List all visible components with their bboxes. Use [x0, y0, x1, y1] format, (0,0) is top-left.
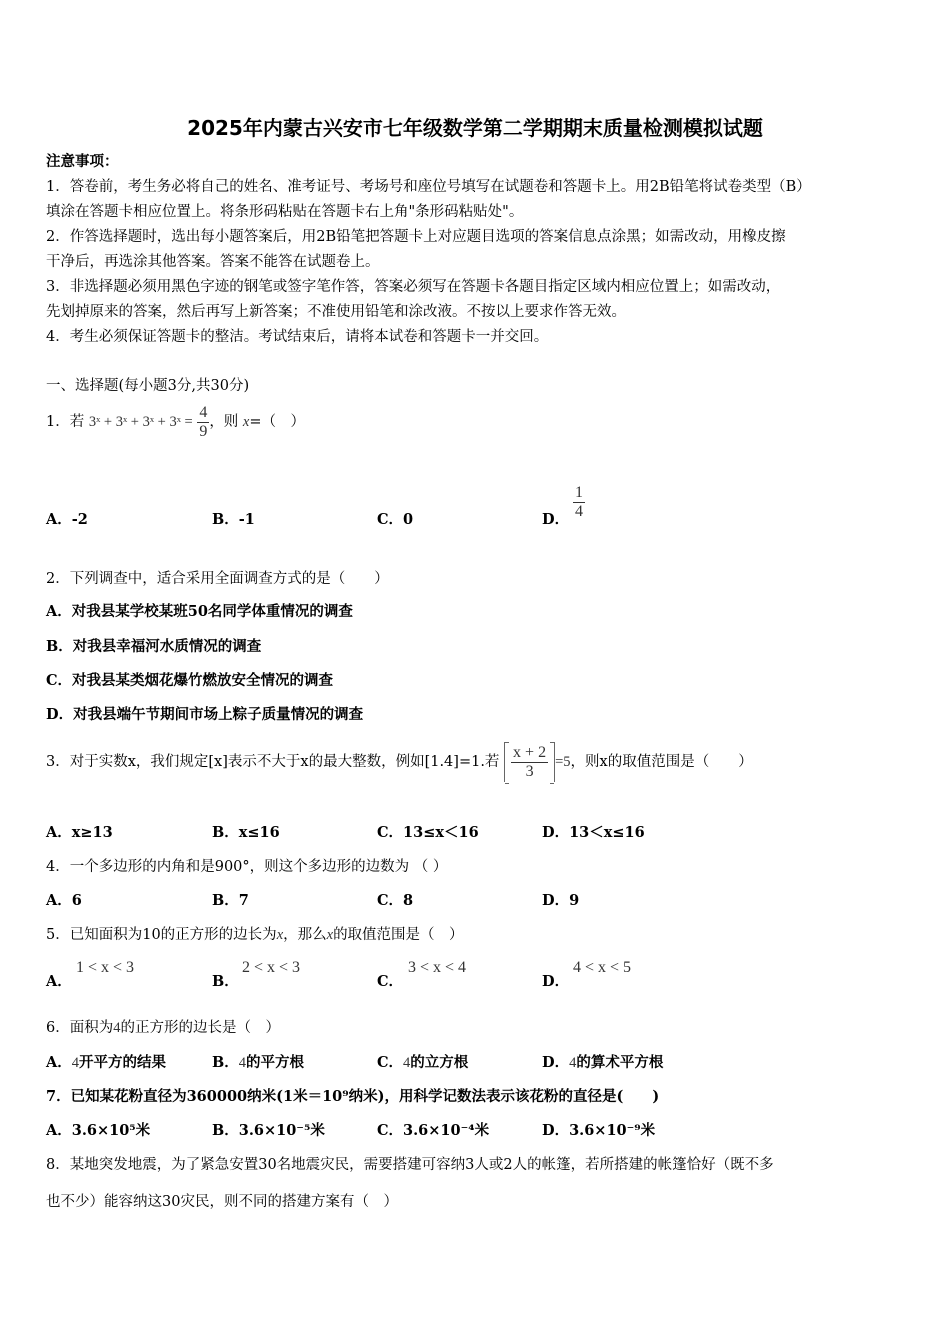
q6-option-b	[212, 1053, 304, 1073]
q3-eq: =5	[555, 754, 571, 770]
q5-var-2: x	[326, 927, 334, 943]
q1-option-c: C．0	[377, 511, 414, 528]
q6-a-text: 开平方的结果	[79, 1054, 167, 1071]
q4-option-d: D．9	[542, 892, 580, 909]
q1-option-d-label: D．	[542, 511, 570, 528]
section-heading: 一、选择题(每小题3分,共30分)	[46, 378, 250, 394]
question-4: 4．一个多边形的内角和是900°，则这个多边形的边数为 （ ）	[46, 859, 448, 875]
q3-fraction	[511, 744, 548, 781]
q4-option-c: C．8	[377, 892, 414, 909]
q6-option-c	[377, 1053, 468, 1073]
q1-fraction	[197, 404, 209, 441]
q2-option-d: D．对我县端午节期间市场上粽子质量情况的调查	[46, 706, 364, 723]
question-8-line-1: 8．某地突发地震，为了紧急安置30名地震灾民，需要搭建可容纳3人或2人的帐篷，若所搭建的帐篷恰好（既不多	[46, 1157, 774, 1173]
q6-stem-a: 6．面积为	[46, 1020, 114, 1036]
q7-option-b: B．3.6×10⁻⁵米	[212, 1122, 325, 1139]
q1-var: x	[242, 414, 250, 430]
q3-floor-bracket	[504, 742, 555, 782]
q6-d-num: 4	[569, 1055, 577, 1071]
q1-expression: 3ˣ + 3ˣ + 3ˣ + 3ˣ =	[88, 414, 193, 430]
notice-line: 先划掉原来的答案，然后再写上新答案；不准使用铅笔和涂改液。不按以上要求作答无效。	[46, 304, 626, 320]
q2-option-c: C．对我县某类烟花爆竹燃放安全情况的调查	[46, 672, 334, 689]
notice-line: 3．非选择题必须用黑色字迹的钢笔或签字笔作答，答案必须写在答题卡各题目指定区域内相应位置上；如需改动，	[46, 279, 781, 295]
q5-option-b: 2 < x < 3	[242, 959, 301, 976]
q5-option-d-label: D．	[542, 973, 570, 990]
question-6	[46, 1018, 280, 1038]
q6-option-a	[46, 1053, 166, 1073]
question-1	[46, 402, 305, 442]
question-2: 2．下列调查中，适合采用全面调查方式的是（ ）	[46, 571, 389, 587]
q5-option-c: 3 < x < 4	[408, 959, 467, 976]
q1-option-d	[542, 510, 569, 530]
question-8-line-2: 也不少）能容纳这30灾民，则不同的搭建方案有（ ）	[46, 1194, 398, 1210]
q6-option-d	[542, 1053, 663, 1073]
q5-stem-a: 5．已知面积为10的正方形的边长为	[46, 927, 277, 943]
page-title: 2025年内蒙古兴安市七年级数学第二学期期末质量检测模拟试题	[187, 116, 763, 140]
q6-c-text: 的立方根	[410, 1054, 469, 1071]
q3-tail: ，则x的取值范围是（ ）	[570, 754, 753, 770]
q1-option-b: B．-1	[212, 511, 255, 528]
q3-stem: 3．对于实数x，我们规定[x]表示不大于x的最大整数，例如[1.4]=1.若	[46, 754, 500, 770]
q6-b-text: 的平方根	[246, 1054, 305, 1071]
q1-tail: =（ ）	[249, 414, 306, 430]
q5-stem-c: 的取值范围是（ ）	[333, 927, 464, 943]
q4-option-b: B．7	[212, 892, 249, 909]
q7-option-a: A．3.6×10⁵米	[46, 1122, 151, 1139]
q5-stem-b: ，那么	[283, 927, 327, 943]
q5-var: x	[276, 927, 284, 943]
q1-d-num: 1	[575, 484, 583, 501]
q7-option-d: D．3.6×10⁻⁹米	[542, 1122, 656, 1139]
q3-frac-den: 3	[525, 762, 534, 780]
q5-option-a: 1 < x < 3	[76, 959, 135, 976]
notice-line: 2．作答选择题时，选出每小题答案后，用2B铅笔把答题卡上对应题目选项的答案信息点涂黑；如需改动，用橡皮擦	[46, 229, 786, 245]
q1-d-den: 4	[575, 503, 583, 520]
q2-option-a: A．对我县某学校某班50名同学体重情况的调查	[46, 603, 353, 620]
q1-frac-num: 4	[199, 403, 208, 421]
q6-b-label: B．	[212, 1054, 239, 1071]
q1-frac-den: 9	[199, 422, 208, 440]
q6-c-num: 4	[403, 1055, 411, 1071]
q3-option-b: B．x≤16	[212, 824, 280, 841]
question-7: 7．已知某花粉直径为360000纳米(1米＝10⁹纳米)，用科学记数法表示该花粉的直径是( )	[46, 1088, 660, 1105]
notice-line: 4．考生必须保证答题卡的整洁。考试结束后，请将本试卷和答题卡一并交回。	[46, 329, 549, 345]
q1-prefix: 1．若	[46, 414, 85, 430]
notice-line: 1．答卷前，考生务必将自己的姓名、准考证号、考场号和座位号填写在试题卷和答题卡上。用2B铅笔将试卷类型（B）	[46, 179, 811, 195]
q3-frac-num: x + 2	[513, 743, 547, 761]
q3-option-c: C．13≤x＜16	[377, 824, 479, 841]
q1-suffix: ，则	[209, 414, 239, 430]
q2-option-b: B．对我县幸福河水质情况的调查	[46, 638, 262, 655]
q6-stem-b: 的正方形的边长是（ ）	[120, 1020, 280, 1036]
q7-option-c: C．3.6×10⁻⁴米	[377, 1122, 490, 1139]
q5-option-a-label: A．	[46, 973, 72, 990]
q6-num: 4	[113, 1020, 121, 1036]
q6-a-num: 4	[71, 1055, 80, 1071]
q6-d-text: 的算术平方根	[576, 1054, 664, 1071]
q6-c-label: C．	[377, 1054, 404, 1071]
q3-option-d: D．13＜x≤16	[542, 824, 645, 841]
q1-option-d-fraction	[573, 484, 585, 521]
q5-option-b-label: B．	[212, 973, 239, 990]
q5-option-c-label: C．	[377, 973, 404, 990]
question-3	[46, 742, 753, 782]
q1-option-a: A．-2	[46, 511, 88, 528]
q4-option-a: A．6	[46, 892, 82, 909]
q6-a-label: A．	[46, 1054, 72, 1071]
notice-line: 填涂在答题卡相应位置上。将条形码粘贴在答题卡右上角"条形码粘贴处"。	[46, 204, 524, 220]
notice-line: 干净后，再选涂其他答案。答案不能答在试题卷上。	[46, 254, 380, 270]
q3-option-a: A．x≥13	[46, 824, 113, 841]
q6-d-label: D．	[542, 1054, 570, 1071]
q5-option-d: 4 < x < 5	[573, 959, 632, 976]
q6-b-num: 4	[238, 1055, 247, 1071]
notice-heading: 注意事项：	[46, 153, 119, 170]
question-5	[46, 925, 464, 945]
